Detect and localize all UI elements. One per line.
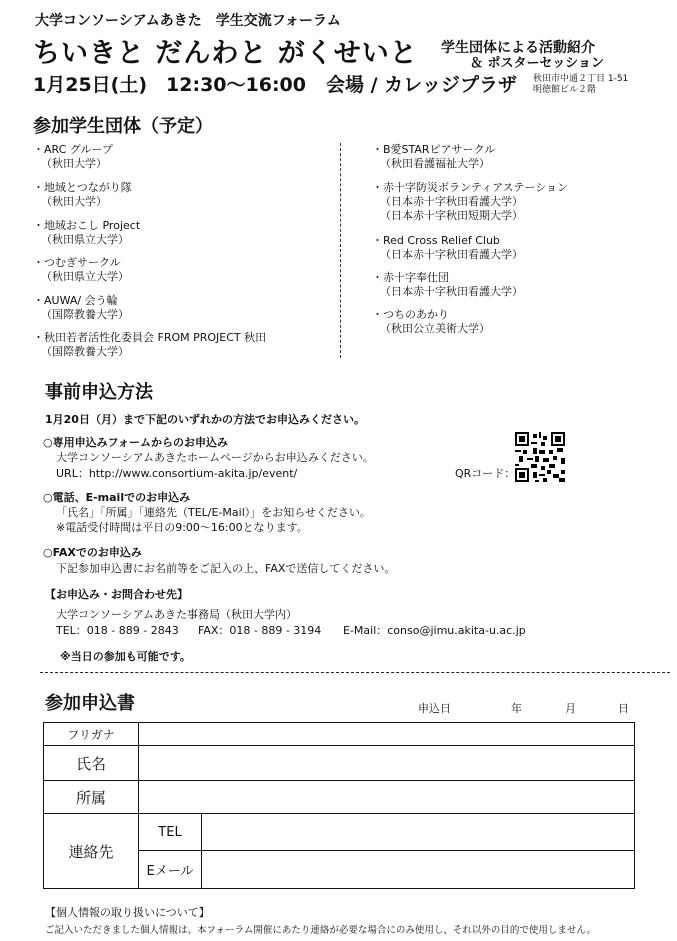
name-label: 氏名 xyxy=(44,746,139,781)
contact-tel: TEL：018 - 889 - 2843 xyxy=(56,624,179,637)
group-item: ・AUWA/ 会う輪 （国際教養大学） xyxy=(33,294,129,321)
furigana-field[interactable] xyxy=(139,723,635,746)
group-item: ・赤十字防災ボランティアステーション （日本赤十字秋田看護大学） （日本赤十字秋田短期大学） xyxy=(372,181,569,222)
event-subtitle-2: ＆ ポスターセッション xyxy=(470,56,605,71)
email-field[interactable] xyxy=(202,851,635,889)
event-subtitle-1: 学生団体による活動紹介 xyxy=(441,40,595,56)
same-day-note: ※当日の参加も可能です。 xyxy=(60,650,191,663)
organizer-line: 大学コンソーシアムあきた 学生交流フォーラム xyxy=(35,13,341,29)
group-item: ・秋田若者活性化委員会 FROM PROJECT 秋田 （国際教養大学） xyxy=(33,331,267,358)
contact-label: 連絡先 xyxy=(44,814,139,889)
contact-fax: FAX：018 - 889 - 3194 xyxy=(198,624,322,637)
contact-org: 大学コンソーシアムあきた事務局（秋田大学内） xyxy=(56,608,298,621)
event-venue: 会場 / カレッジプラザ xyxy=(326,74,517,96)
qr-code-icon xyxy=(515,432,565,482)
group-item: ・つむぎサークル （秋田県立大学） xyxy=(33,256,129,283)
form-heading: 参加申込書 xyxy=(45,693,135,714)
method-form-title: ○専用申込みフォームからのお申込み xyxy=(43,436,229,449)
group-item: ・地域おこし Project （秋田県立大学） xyxy=(33,219,141,246)
method-phone-hours: ※電話受付時間は平日の9:00〜16:00となります。 xyxy=(56,521,308,534)
apply-date-label: 申込日 xyxy=(418,702,451,715)
group-item: ・Red Cross Relief Club （日本赤十字秋田看護大学） xyxy=(372,234,523,261)
tel-field[interactable] xyxy=(202,814,635,851)
method-phone-text: 「氏名」「所属」「連絡先（TEL/E-Mail）」をお知らせください。 xyxy=(56,506,371,519)
apply-day-label: 日 xyxy=(618,702,629,715)
event-title: ちいきと だんわと がくせいと xyxy=(33,38,418,69)
apply-heading: 事前申込方法 xyxy=(45,382,153,403)
group-item: ・ARC グループ （秋田大学） xyxy=(33,143,113,170)
venue-address-1: 秋田市中通２丁目 1-51 xyxy=(533,74,629,84)
name-field[interactable] xyxy=(139,746,635,781)
affiliation-label: 所属 xyxy=(44,781,139,814)
method-phone-title: ○電話、E-mailでのお申込み xyxy=(43,491,191,504)
event-datetime: 1月25日(土) 12:30〜16:00 xyxy=(33,74,306,96)
group-item: ・B愛STARピアサークル （秋田看護福祉大学） xyxy=(372,143,496,170)
apply-month-label: 月 xyxy=(565,702,576,715)
venue-address-2: 明徳館ビル２階 xyxy=(533,85,597,95)
application-form-table xyxy=(43,722,635,889)
method-form-text: 大学コンソーシアムあきたホームページからお申込みください。 xyxy=(56,451,374,464)
qr-label: QRコード： xyxy=(455,467,516,480)
method-fax-title: ○FAXでのお申込み xyxy=(43,546,142,559)
contact-email[interactable]: E-Mail：conso@jimu.akita-u.ac.jp xyxy=(343,624,526,637)
contact-heading: 【お申込み・お問合わせ先】 xyxy=(45,588,188,601)
affiliation-field[interactable] xyxy=(139,781,635,814)
apply-deadline: 1月20日（月）まで下記のいずれかの方法でお申込みください。 xyxy=(45,413,365,426)
tel-label: TEL xyxy=(139,814,202,851)
method-fax-text: 下記参加申込書にお名前等をご記入の上、FAXで送信してください。 xyxy=(56,562,396,575)
column-divider xyxy=(340,143,341,358)
cut-line xyxy=(40,672,670,673)
apply-year-label: 年 xyxy=(511,702,522,715)
group-item: ・地域とつながり隊 （秋田大学） xyxy=(33,181,132,208)
group-item: ・つちのあかり （秋田公立美術大学） xyxy=(372,308,490,335)
privacy-heading: 【個人情報の取り扱いについて】 xyxy=(45,906,210,919)
email-label: Eメール xyxy=(139,851,202,889)
privacy-text: ご記入いただきました個人情報は、本フォーラム開催にあたり連絡が必要な場合にのみ使用し、それ以外の目的で使用しません。 xyxy=(45,925,597,936)
group-item: ・赤十字奉仕団 （日本赤十字秋田看護大学） xyxy=(372,271,523,298)
event-url-link[interactable]: URL：http://www.consortium-akita.jp/event/ xyxy=(56,467,298,480)
furigana-label: フリガナ xyxy=(44,723,139,746)
groups-heading: 参加学生団体（予定） xyxy=(33,116,213,137)
